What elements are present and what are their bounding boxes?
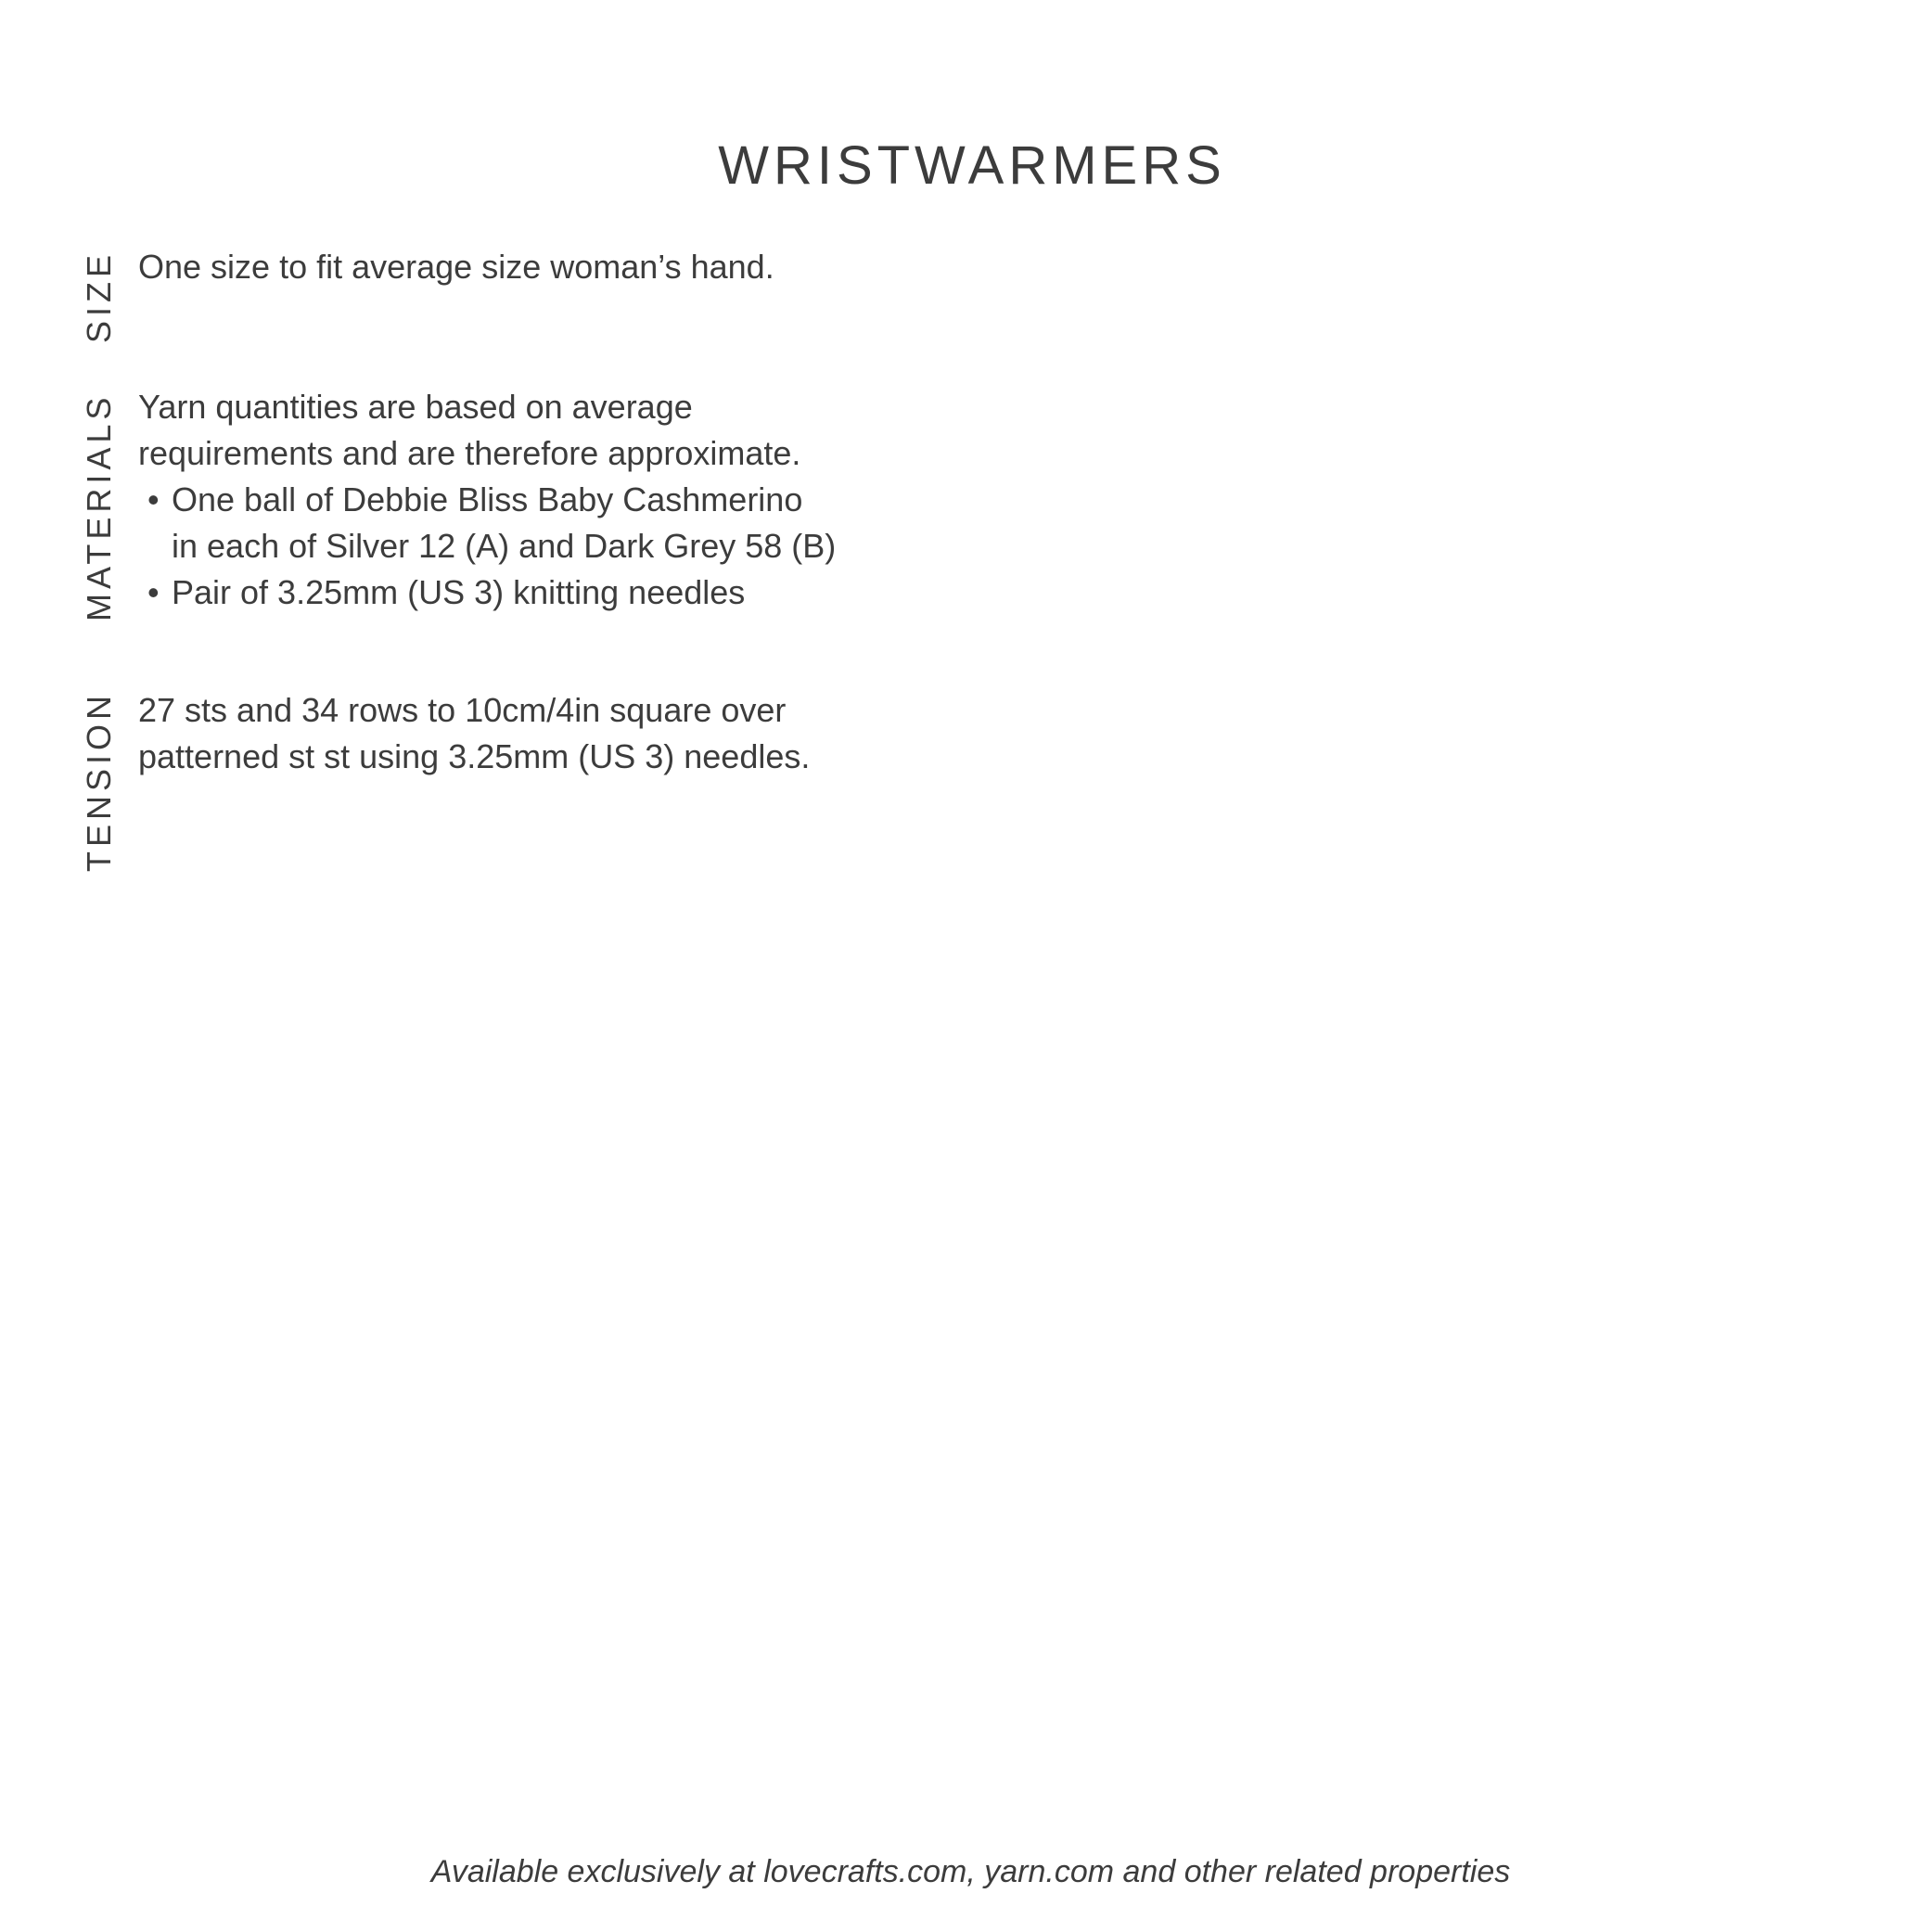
materials-intro-line-2: requirements and are therefore approximate.: [138, 434, 801, 472]
section-label-size: SIZE: [80, 249, 118, 343]
tension-line-1: 27 sts and 34 rows to 10cm/4in square over: [138, 691, 787, 729]
list-item: [138, 569, 954, 616]
materials-bullet-1-line-1: One ball of Debbie Bliss Baby Cashmerino: [172, 480, 803, 518]
materials-bullet-2-line-1: Pair of 3.25mm (US 3) knitting needles: [172, 573, 746, 611]
bullet-icon: •: [147, 573, 160, 611]
materials-intro-line-1: Yarn quantities are based on average: [138, 388, 693, 426]
size-text: One size to fit average size woman’s hand.: [138, 248, 774, 286]
bullet-icon: •: [147, 480, 160, 518]
section-materials: [138, 384, 954, 616]
section-label-materials: MATERIALS: [80, 392, 118, 621]
section-tension: [138, 687, 954, 780]
materials-bullet-1-line-2: in each of Silver 12 (A) and Dark Grey 58 (B): [172, 527, 837, 565]
list-item: [138, 477, 954, 569]
section-size: [138, 244, 954, 290]
section-label-tension: TENSION: [80, 690, 118, 872]
materials-list: [138, 477, 954, 616]
page-title: WRISTWARMERS: [718, 135, 1226, 196]
tension-line-2: patterned st st using 3.25mm (US 3) needles.: [138, 737, 811, 775]
footer-note: Available exclusively at lovecrafts.com, yarn.com and other related properties: [430, 1854, 1511, 1889]
